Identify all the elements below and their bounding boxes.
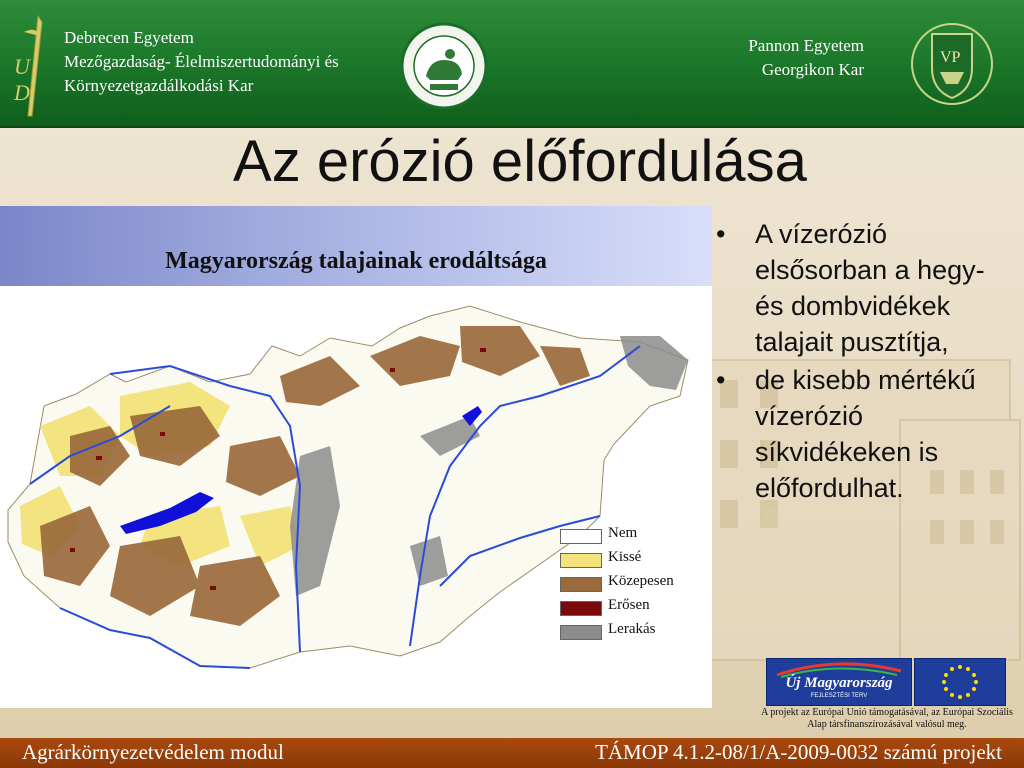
legend-label: Közepesen — [608, 573, 674, 589]
bullet-text: de kisebb mértékű vízerózió síkvidékeken is előfordulhat. — [755, 365, 976, 503]
funding-logos — [766, 658, 1006, 706]
uj-magyarorszag-subtext: FEJLESZTÉSI TERV — [810, 693, 868, 699]
faculty-seal-logo — [400, 22, 488, 110]
footer-bar — [0, 738, 1024, 768]
bullet-dot: • — [716, 219, 726, 249]
svg-text:U: U — [14, 54, 30, 79]
header-left-line-3: Környezetgazdálkodási Kar — [64, 76, 254, 95]
university-of-debrecen-logo — [10, 12, 50, 122]
uj-magyarorszag-text: Új Magyarország — [785, 675, 893, 691]
eu-flag-logo — [914, 658, 1006, 706]
slide-title: Az erózió előfordulása — [233, 129, 807, 194]
header-right-line-2: Georgikon Kar — [761, 60, 864, 79]
svg-text:D: D — [14, 80, 30, 105]
map-title: Magyarország talajainak erodáltsága — [165, 248, 547, 274]
legend-label: Erősen — [608, 597, 650, 613]
legend-swatch-lerakas — [560, 625, 602, 640]
bullet-item — [712, 362, 1017, 506]
bullet-list — [712, 216, 1017, 508]
funding-note: A projekt az Európai Unió támogatásával, az Európai Szociális Alap társfinanszírozásával valósul meg. — [761, 707, 1013, 730]
footer-module-name: Agrárkörnyezetvédelem modul — [22, 740, 284, 764]
legend-swatch-erosen — [560, 601, 602, 616]
bullet-text: A vízerózió elsősorban a hegy- és dombvidékek talajait pusztítja, — [755, 219, 985, 357]
legend-swatch-kisse — [560, 553, 602, 568]
footer-project-id: TÁMOP 4.1.2-08/1/A-2009-0032 számú projekt — [595, 740, 1002, 764]
header-left-institution — [64, 26, 339, 98]
bullet-dot: • — [716, 365, 726, 395]
uj-magyarorszag-logo — [766, 658, 912, 706]
header-left-line-2: Mezőgazdaság- Élelmiszertudományi és — [64, 52, 339, 71]
header-right-institution — [690, 34, 864, 82]
legend-swatch-kozepesen — [560, 577, 602, 592]
header-left-line-1: Debrecen Egyetem — [64, 28, 194, 47]
legend-swatch-nem — [560, 529, 602, 544]
eu-stars-icon — [915, 659, 1005, 705]
map-figure — [0, 206, 712, 708]
bullet-item — [712, 216, 1017, 360]
legend-label: Nem — [608, 525, 638, 541]
legend-label: Kissé — [608, 549, 642, 565]
pannon-university-seal — [906, 18, 998, 110]
svg-text:VP: VP — [940, 49, 961, 66]
hungary-erosion-map — [0, 286, 712, 708]
header-banner — [0, 0, 1024, 128]
header-right-line-1: Pannon Egyetem — [748, 36, 864, 55]
legend-label: Lerakás — [608, 621, 656, 637]
